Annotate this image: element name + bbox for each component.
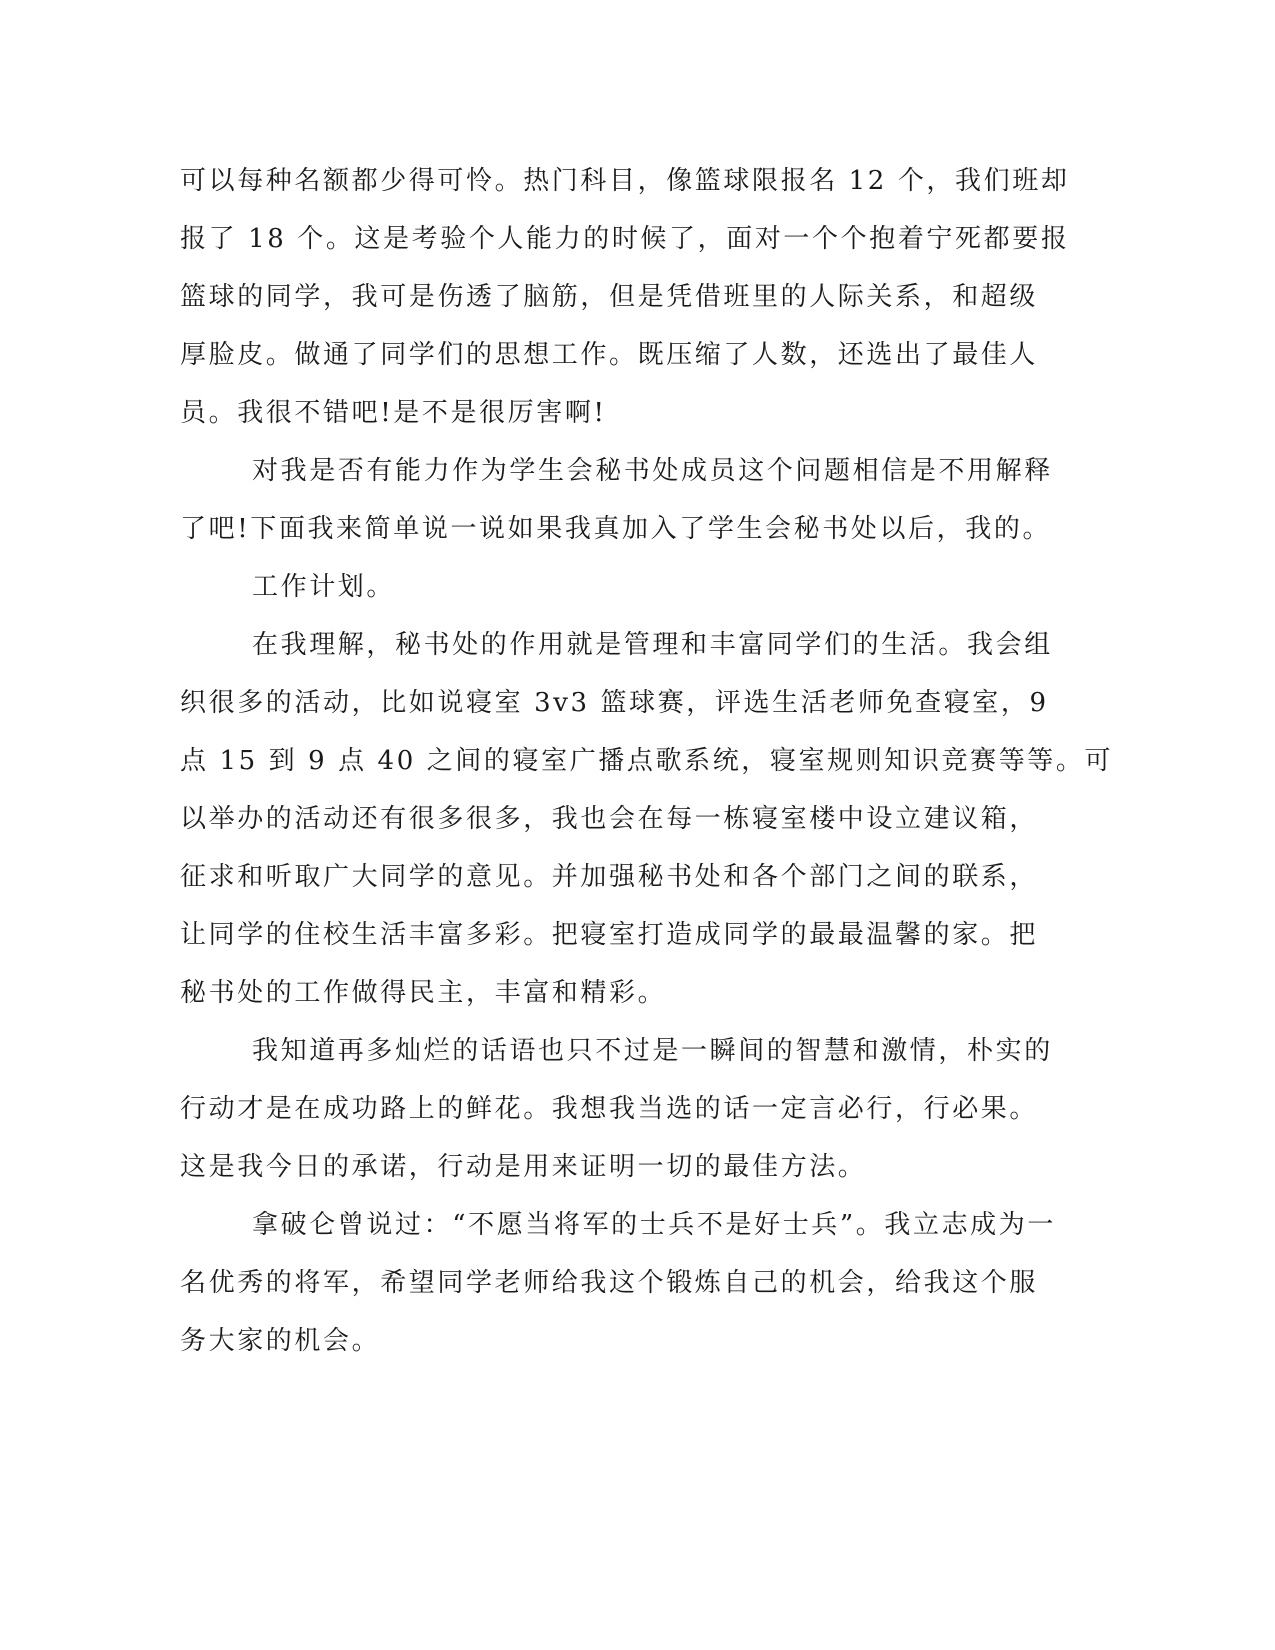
- document-page: [180, 152, 1114, 1370]
- text-line: 点 15 到 9 点 40 之间的寝室广播点歌系统，寝室规则知识竞赛等等。可: [180, 746, 1114, 776]
- paragraph: [180, 1022, 1053, 1196]
- paragraph: [180, 1196, 1056, 1370]
- text-line: 名优秀的将军，希望同学老师给我这个锻炼自己的机会，给我这个服: [180, 1268, 1039, 1298]
- paragraph: [180, 558, 1040, 616]
- text-line: 织很多的活动，比如说寝室 3v3 篮球赛，评选生活老师免查寝室，9: [180, 688, 1049, 718]
- text-line: 厚脸皮。做通了同学们的思想工作。既压缩了人数，还选出了最佳人: [180, 340, 1039, 370]
- paragraph: [180, 152, 1070, 442]
- text-line: 对我是否有能力作为学生会秘书处成员这个问题相信是不用解释: [252, 456, 1053, 486]
- text-line: 员。我很不错吧!是不是很厉害啊!: [180, 398, 607, 428]
- text-line: 以举办的活动还有很多很多，我也会在每一栋寝室楼中设立建议箱，: [180, 804, 1039, 834]
- paragraph: [180, 616, 1114, 1022]
- text-line: 征求和听取广大同学的意见。并加强秘书处和各个部门之间的联系，: [180, 862, 1039, 892]
- text-line: 工作计划。: [252, 572, 396, 602]
- text-line: 行动才是在成功路上的鲜花。我想我当选的话一定言必行，行必果。: [180, 1094, 1039, 1124]
- text-line: 篮球的同学，我可是伤透了脑筋，但是凭借班里的人际关系，和超级: [180, 282, 1039, 312]
- text-line: 这是我今日的承诺，行动是用来证明一切的最佳方法。: [180, 1152, 867, 1182]
- text-line: 可以每种名额都少得可怜。热门科目，像篮球限报名 12 个，我们班却: [180, 166, 1070, 196]
- text-line: 秘书处的工作做得民主，丰富和精彩。: [180, 978, 667, 1008]
- text-line: 拿破仑曾说过：“不愿当将军的士兵不是好士兵”。我立志成为一: [252, 1210, 1056, 1240]
- text-line: 报了 18 个。这是考验个人能力的时候了，面对一个个抱着宁死都要报: [180, 224, 1070, 254]
- text-line: 我知道再多灿烂的话语也只不过是一瞬间的智慧和激情，朴实的: [252, 1036, 1053, 1066]
- paragraph: [180, 442, 1053, 558]
- text-line: 务大家的机会。: [180, 1326, 381, 1356]
- text-line: 让同学的住校生活丰富多彩。把寝室打造成同学的最最温馨的家。把: [180, 920, 1039, 950]
- text-line: 了吧!下面我来简单说一说如果我真加入了学生会秘书处以后，我的。: [180, 514, 1052, 544]
- text-line: 在我理解，秘书处的作用就是管理和丰富同学们的生活。我会组: [252, 630, 1053, 660]
